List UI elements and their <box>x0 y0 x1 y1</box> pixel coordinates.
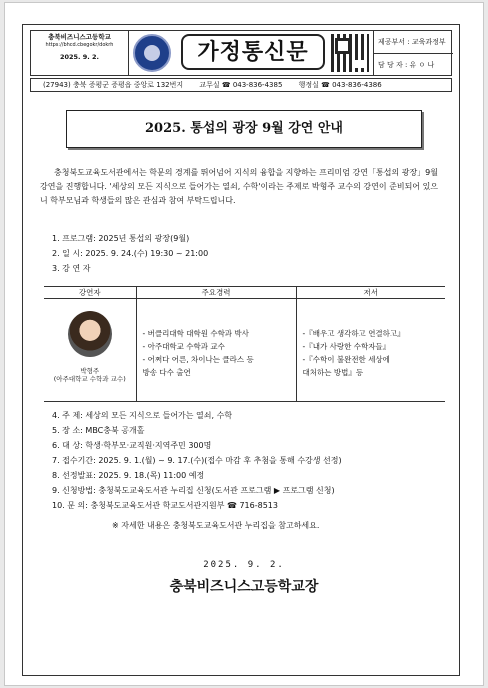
admin-phone: 행정실 ☎ 043-836-4386 <box>298 81 382 89</box>
school-name: 충북비즈니스고등학교 <box>48 33 111 41</box>
list-item: 2. 일 시: 2025. 9. 24.(수) 19:30 ~ 21:00 <box>52 249 209 258</box>
school-emblem-icon <box>133 34 171 72</box>
issue-date: 2025. 9. 2. <box>59 53 100 61</box>
books-cell <box>296 299 445 402</box>
list-item: 1. 프로그램: 2025년 통섭의 광장(9월) <box>52 234 190 243</box>
school-info <box>31 31 129 75</box>
list-item: 3. 강 연 자 <box>52 264 91 273</box>
dept-info <box>373 31 453 75</box>
speaker-table <box>44 286 445 402</box>
manager-label: 담 당 자 : 유 ㅇ 나 <box>374 53 453 75</box>
book-item: -『내가 사랑한 수학자들』 <box>302 342 391 351</box>
reference-note: ※ 자세한 내용은 충청북도교육도서관 누리집을 참고하세요. <box>112 521 320 530</box>
speaker-cell <box>44 299 136 402</box>
letter-header <box>30 30 452 76</box>
career-item: - 아주대학교 수학과 교수 <box>142 342 225 351</box>
speaker-name: 박형주 <box>80 367 100 375</box>
info-list-bottom <box>52 408 452 513</box>
intro-paragraph: 충청북도교육도서관에서는 학문의 경계를 뛰어넘어 지식의 융합을 지향하는 프리미엄 강연「통섭의 광장」9월 강연을 진행합니다. '세상의 모든 지식으로 들어가는 열쇠, 수학'이라는 주제로 박형주 교수의 강연이 준비되어 있으니 학부모님과 학생들의 많은 관심과 참여 부탁드립니다. <box>40 168 439 205</box>
table-header: 주요경력 <box>136 287 296 299</box>
list-item: 9. 신청방법: 충청북도교육도서관 누리집 신청(도서관 프로그램 ▶ 프로그램 신청) <box>52 486 335 495</box>
table-header: 저서 <box>296 287 445 299</box>
career-item: - 어쩌다 어른, 차이나는 클라스 등 <box>142 355 254 364</box>
list-item: 8. 선정발표: 2025. 9. 18.(목) 11:00 예정 <box>52 471 205 480</box>
list-item: 6. 대 상: 학생·학부모·교직원·지역주민 300명 <box>52 441 212 450</box>
notice-title: 2025. 통섭의 광장 9월 강연 안내 <box>66 110 422 148</box>
school-url[interactable]: https://bhcd.cbegokr/dokrh <box>45 42 114 48</box>
principal-signature: 충북비즈니스고등학교장 <box>169 579 319 595</box>
book-item: -『배우고 생각하고 연결하고』 <box>302 329 405 338</box>
list-item: 7. 접수기간: 2025. 9. 1.(월) ~ 9. 17.(수)(접수 마감 후 추첨을 통해 수강생 선정) <box>52 456 342 465</box>
list-item: 10. 문 의: 충청북도교육도서관 학교도서관지원부 ☎ 716-8513 <box>52 501 278 510</box>
list-item: 4. 주 제: 세상의 모든 지식으로 들어가는 열쇠, 수학 <box>52 411 233 420</box>
book-item: 대처하는 방법』등 <box>302 368 364 377</box>
info-list-top <box>52 231 452 276</box>
table-header: 강연자 <box>44 287 136 299</box>
career-cell <box>136 299 296 402</box>
address: (27943) 충북 증평군 증평읍 중앙로 132번지 <box>43 81 184 89</box>
office-phone: 교무실 ☎ 043-836-4385 <box>199 81 283 89</box>
career-item: - 버클리대학 대학원 수학과 박사 <box>142 329 249 338</box>
career-item: 방송 다수 출연 <box>142 368 191 377</box>
footer-date: 2025. 9. 2. <box>203 560 285 570</box>
list-item: 5. 장 소: MBC충북 공개홀 <box>52 426 145 435</box>
letter-title: 가정통신문 <box>181 34 325 70</box>
address-bar <box>30 78 452 92</box>
book-item: -『수학이 불완전한 세상에 <box>302 355 390 364</box>
dept-label: 제공부서 : 교육과정부 <box>378 38 446 46</box>
qr-code-icon <box>331 34 369 72</box>
speaker-affiliation: (아주대학교 수학과 교수) <box>53 375 126 383</box>
speaker-photo <box>68 311 112 357</box>
